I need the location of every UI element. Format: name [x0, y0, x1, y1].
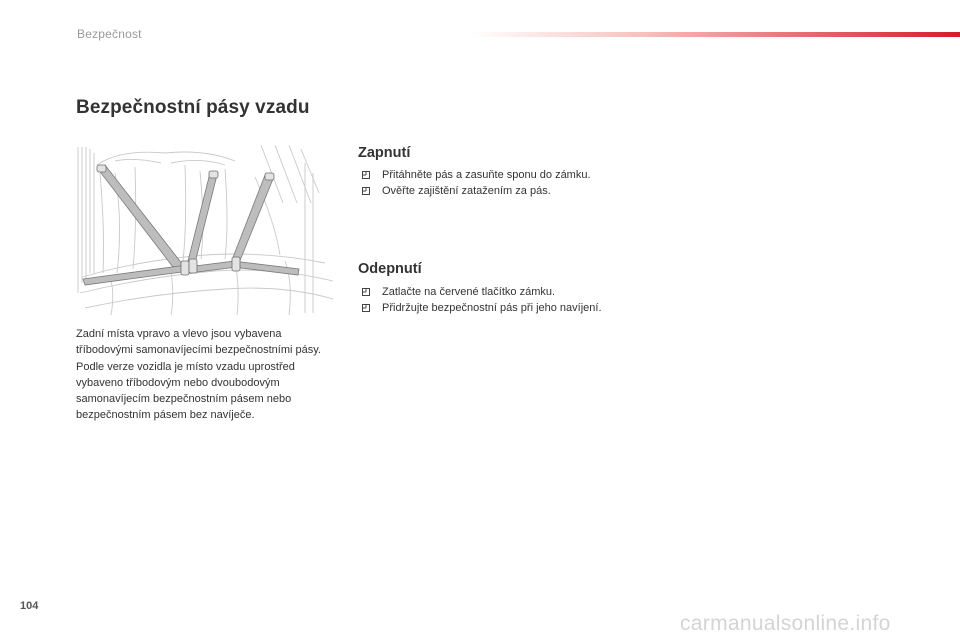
illustration-caption	[76, 326, 338, 424]
page-title: Bezpečnostní pásy vzadu	[76, 97, 310, 118]
checkbox-bullet-icon	[362, 171, 370, 179]
page-number: 104	[20, 600, 39, 612]
list-item	[362, 300, 632, 316]
watermark: carmanualsonline.info	[680, 612, 891, 635]
fastening-steps	[362, 167, 632, 200]
unfastening-steps	[362, 284, 632, 317]
step-text: Přidržujte bezpečnostní pás při jeho navíjení.	[382, 302, 602, 315]
header-accent-bar	[470, 32, 960, 37]
step-text: Ověřte zajištění zatažením za pás.	[382, 185, 551, 198]
list-item	[362, 284, 632, 300]
checkbox-bullet-icon	[362, 288, 370, 296]
step-text: Přitáhněte pás a zasuňte sponu do zámku.	[382, 169, 591, 181]
fastening-heading: Zapnutí	[358, 145, 411, 161]
unfastening-heading: Odepnutí	[358, 261, 422, 277]
caption-paragraph: Zadní místa vpravo a vlevo jsou vybavena tříbodovými samonavíjecími bezpečnostními pásy.	[76, 328, 321, 357]
step-text: Zatlačte na červené tlačítko zámku.	[382, 286, 556, 298]
list-item	[362, 183, 632, 199]
rear-seat-belts-illustration	[75, 143, 337, 319]
list-item	[362, 167, 632, 183]
checkbox-bullet-icon	[362, 304, 370, 312]
checkbox-bullet-icon	[362, 187, 370, 195]
caption-paragraph: Podle verze vozidla je místo vzadu uprostřed vybaveno tříbodovým nebo dvoubodovým samonavíjecím bezpečnostním pásem nebo bezpečnostním pásem bez navíječe.	[76, 360, 295, 422]
section-label: Bezpečnost	[77, 27, 142, 41]
